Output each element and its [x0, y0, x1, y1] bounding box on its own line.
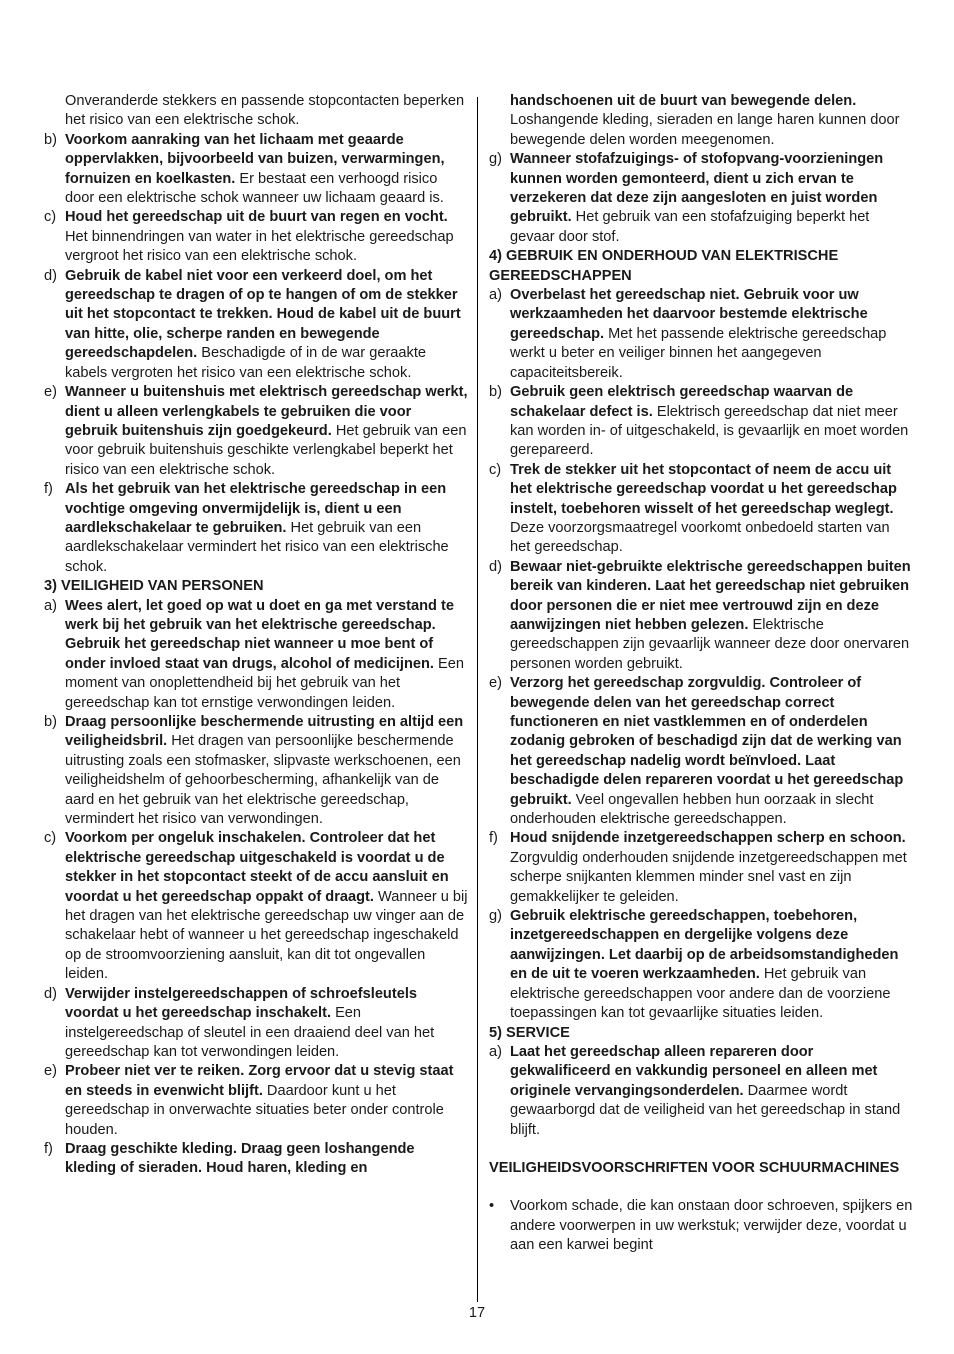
list-item-4a: a) Overbelast het gereedschap niet. Gebruik voor uw werkzaamheden het daarvoor bestemde elektrische gereedschap. Met het passende elektrische gereedschap werkt u beter en veiliger binnen het aangegeven capaciteitsbereik.	[489, 287, 887, 381]
section-heading-4: 4) GEBRUIK EN ONDERHOUD VAN ELEKTRISCHE GEREEDSCHAPPEN	[489, 248, 839, 284]
spacer	[489, 1140, 913, 1159]
list-item-3b: b) Draag persoonlijke beschermende uitrusting en altijd een veiligheidsbril. Het dragen van persoonlijke beschermende uitrusting zoals een stofmasker, slipvaste werkschoenen, een veiligheidshelm of gehoorbescherming, afhankelijk van de aard en het gebruik van het elektrische gereedschap, vermindert het risico van verwondingen.	[44, 714, 464, 828]
right-column	[489, 92, 913, 1256]
bullet-item: • Voorkom schade, die kan onstaan door schroeven, spijkers en andere voorwerpen in uw werkstuk; verwijder deze, voordat u aan een karwei begint	[489, 1198, 913, 1254]
list-item-4f: f) Houd snijdende inzetgereedschappen scherp en schoon. Zorgvuldig onderhouden snijdende inzetgereedschappen met scherpe snijkanten klemmen minder snel vast en zijn gemakkelijker te geleiden.	[489, 830, 907, 905]
list-item-4g: g) Gebruik elektrische gereedschappen, toebehoren, inzetgereedschappen en dergelijke volgens deze aanwijzingen. Let daarbij op de arbeidsomstandigheden en de uit te voeren werkzaamheden. Het gebruik van elektrische gereedschappen voor andere dan de voorziene toepassingen kan tot gevaarlijke situaties leiden.	[489, 908, 899, 1022]
list-item-b: b) Voorkom aanraking van het lichaam met geaarde oppervlakken, bijvoorbeeld van buizen, verwarmingen, fornuizen en koelkasten. Er bestaat een verhoogd risico door een elektrische schok wanneer uw lichaam geaard is.	[44, 131, 445, 207]
list-item-f: f) Als het gebruik van het elektrische gereedschap in een vochtige omgeving onvermijdelijk is, dient u een aardlekschakelaar te gebruiken. Het gebruik van een aardlekschakelaar vermindert het risico van een elektrische schok.	[44, 481, 449, 575]
page-number: 17	[468, 1305, 486, 1321]
list-item-3f: f) Draag geschikte kleding. Draag geen loshangende kleding of sieraden. Houd haren, kleding en	[44, 1140, 415, 1177]
list-item-3e: e) Probeer niet ver te reiken. Zorg ervoor dat u stevig staat en steeds in evenwicht blijft. Daardoor kunt u het gereedschap in onverwachte situaties beter onder controle houden.	[44, 1063, 454, 1138]
list-item-e: e) Wanneer u buitenshuis met elektrisch gereedschap werkt, dient u alleen verlengkabels te gebruiken die voor gebruik buitenshuis zijn goedgekeurd. Het gebruik van een voor gebruik buitenshuis geschikte verlengkabel beperkt het risico van een elektrische schok.	[44, 384, 468, 478]
list-item-4b: b) Gebruik geen elektrisch gereedschap waarvan de schakelaar defect is. Elektrisch gereedschap dat niet meer kan worden in- of uitgeschakeld, is gevaarlijk en moet worden gerepareerd.	[489, 384, 909, 459]
left-column	[44, 92, 468, 1179]
list-item-c: c) Houd het gereedschap uit de buurt van regen en vocht. Het binnendringen van water in het elektrische gereedschap vergroot het risico van een elektrische schok.	[44, 209, 454, 265]
list-item-5a: a) Laat het gereedschap alleen repareren door gekwalificeerd en vakkundig personeel en alleen met originele vervangingsonderdelen. Daarmee wordt gewaarborgd dat de veiligheid van het gereedschap in stand blijft.	[489, 1043, 901, 1138]
list-item-4d: d) Bewaar niet-gebruikte elektrische gereedschappen buiten bereik van kinderen. Laat het gereedschap niet gebruiken door personen die er niet mee vertrouwd zijn en deze aanwijzingen niet hebben gelezen. Elektrische gereedschappen zijn gevaarlijk wanneer deze door onervaren personen worden gebruikt.	[489, 558, 911, 672]
list-item-3g: g) Wanneer stofafzuigings- of stofopvang-voorzieningen kunnen worden gemonteerd, dient u zich ervan te verzekeren dat deze zijn aangesloten en juist worden gebruikt. Het gebruik van een stofafzuiging beperkt het gevaar door stof.	[489, 151, 884, 245]
sander-safety-heading: VEILIGHEIDSVOORSCHRIFTEN VOOR SCHUURMACHINES	[489, 1159, 900, 1176]
section-heading-3: 3) VEILIGHEID VAN PERSONEN	[44, 578, 264, 595]
list-item-d: d) Gebruik de kabel niet voor een verkeerd doel, om het gereedschap te dragen of op te hangen of om de stekker uit het stopcontact te trekken. Houd de kabel uit de buurt van hitte, olie, scherpe randen en bewegende gereedschapdelen. Beschadigde of in de war geraakte kabels vergroten het risico van een elektrische schok.	[44, 267, 461, 381]
continued-paragraph: handschoenen uit de buurt van bewegende delen. Loshangende kleding, sieraden en lange haren kunnen door bewegende delen worden meegenomen.	[510, 93, 900, 148]
list-item-4e: e) Verzorg het gereedschap zorgvuldig. Controleer of bewegende delen van het gereedschap correct functioneren en niet vastklemmen en of onderdelen zodanig gebroken of beschadigd zijn dat de werking van het gereedschap nadelig wordt beïnvloed. Laat beschadigde delen repareren voordat u het gereedschap gebruikt. Veel ongevallen hebben hun oorzaak in slecht onderhouden elektrische gereedschappen.	[489, 675, 904, 828]
list-item-3c: c) Voorkom per ongeluk inschakelen. Controleer dat het elektrische gereedschap uitgeschakeld is voordat u de stekker in het stopcontact steekt of de accu aansluit en voordat u het gereedschap oppakt of draagt. Wanneer u bij het dragen van het elektrische gereedschap uw vinger aan de schakelaar hebt of wanneer u het gereedschap ingeschakeld op de stroomvoorziening aansluit, kan dit tot ongevallen leiden.	[44, 830, 468, 983]
list-item-4c: c) Trek de stekker uit het stopcontact of neem de accu uit het elektrische gereedschap voordat u het gereedschap instelt, toebehoren wisselt of het gereedschap weglegt. Deze voorzorgsmaatregel voorkomt onbedoeld starten van het gereedschap.	[489, 461, 897, 556]
section-heading-5: 5) SERVICE	[489, 1024, 570, 1041]
list-item-3a: a) Wees alert, let goed op wat u doet en ga met verstand te werk bij het gebruik van het elektrische gereedschap. Gebruik het gereedschap niet wanneer u moe bent of onder invloed staat van drugs, alcohol of medicijnen. Een moment van onoplettendheid bij het gebruik van het gereedschap kan tot ernstige verwondingen leiden.	[44, 597, 464, 711]
list-item-3d: d) Verwijder instelgereedschappen of schroefsleutels voordat u het gereedschap inschakelt. Een instelgereedschap of sleutel in een draaiend deel van het gereedschap kan tot verwondingen leiden.	[44, 985, 435, 1060]
spacer	[489, 1178, 913, 1197]
lead-paragraph: Onveranderde stekkers en passende stopcontacten beperken het risico van een elektrische schok.	[65, 93, 465, 129]
column-divider	[477, 97, 478, 1302]
